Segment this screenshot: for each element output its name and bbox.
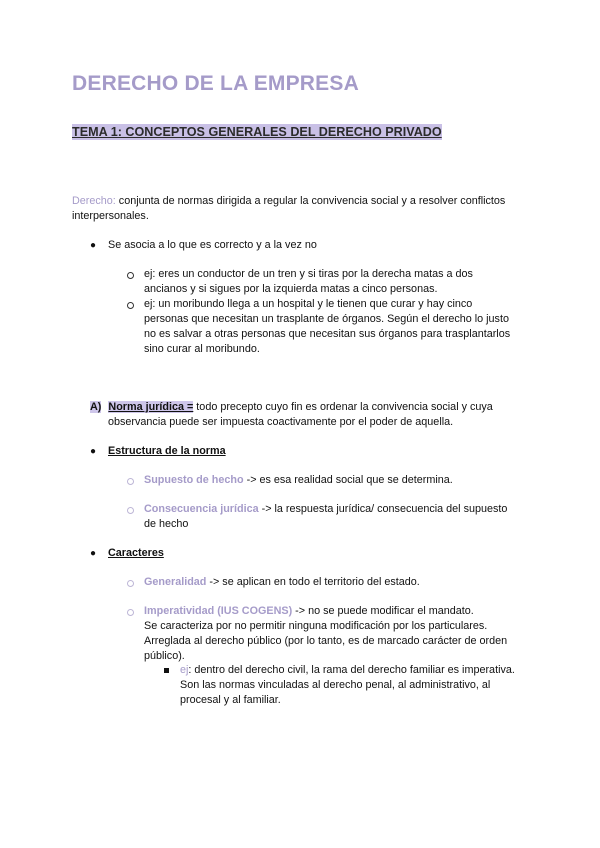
imperatividad-example-line2: Son las normas vinculadas al derecho penal, al administrativo, al (180, 679, 491, 691)
caracteres-heading: Caracteres (108, 547, 164, 559)
circle-bullet-icon (127, 272, 134, 279)
example-2-line1: ej: un moribundo llega a un hospital y le tienen que curar y hay cinco (144, 298, 473, 310)
generalidad (144, 575, 420, 590)
circle-bullet-icon (127, 478, 134, 485)
estructura-heading: Estructura de la norma (108, 445, 226, 457)
imperatividad-example-line3: procesal y al familiar. (180, 694, 281, 706)
list-item-asocia: Se asocia a lo que es correcto y a la vez no (108, 239, 317, 251)
generalidad-term: Generalidad (144, 576, 207, 588)
consecuencia-term: Consecuencia jurídica (144, 503, 259, 515)
consecuencia-def-line2: de hecho (144, 518, 189, 530)
topic-heading: TEMA 1: CONCEPTOS GENERALES DEL DERECHO PRIVADO (72, 125, 442, 139)
circle-bullet-icon (127, 507, 134, 514)
consecuencia-juridica (144, 502, 507, 517)
bullet-dot: ● (90, 548, 97, 559)
imperatividad-term: Imperatividad (IUS COGENS) (144, 605, 293, 617)
square-bullet-icon (164, 668, 169, 673)
supuesto-de-hecho (144, 473, 453, 488)
imperatividad-def: -> no se puede modificar el mandato. (292, 605, 474, 617)
generalidad-def: -> se aplican en todo el territorio del estado. (206, 576, 420, 588)
section-marker: A) (90, 401, 102, 413)
circle-bullet-icon (127, 609, 134, 616)
imperatividad-line2: Se caracteriza por no permitir ninguna modificación por los particulares. (144, 620, 488, 632)
example-term: ej (180, 664, 189, 676)
derecho-definition-line2: interpersonales. (72, 210, 149, 222)
example-2-line2: personas que necesitan un trasplante de órganos. Según el derecho lo justo (144, 313, 509, 325)
norma-juridica-definition (90, 400, 493, 415)
bullet-dot: ● (90, 446, 97, 457)
norma-juridica-line1: todo precepto cuyo fin es ordenar la convivencia social y cuya (193, 401, 493, 413)
derecho-term: Derecho: (72, 195, 116, 207)
imperatividad-line3: Arreglada al derecho público (por lo tanto, es de marcado carácter de orden (144, 635, 508, 647)
example-1-line2: ancianos y si sigues por la izquierda matas a cinco personas. (144, 283, 438, 295)
circle-bullet-icon (127, 302, 134, 309)
example-text: : dentro del derecho civil, la rama del derecho familiar es imperativa. (188, 664, 515, 676)
norma-juridica-term: Norma jurídica = (108, 401, 194, 413)
imperatividad-line4: público). (144, 650, 185, 662)
example-2-line3: no es salvar a otras personas que necesitan sus órganos para trasplantarlos (144, 328, 511, 340)
consecuencia-def-line1: -> la respuesta jurídica/ consecuencia del supuesto (258, 503, 508, 515)
derecho-definition (72, 194, 505, 209)
circle-bullet-icon (127, 580, 134, 587)
document-title: DERECHO DE LA EMPRESA (72, 72, 359, 95)
example-1-line1: ej: eres un conductor de un tren y si tiras por la derecha matas a dos (144, 268, 473, 280)
imperatividad-example-line1 (180, 663, 515, 678)
example-2-line4: sino curar al moribundo. (144, 343, 260, 355)
supuesto-term: Supuesto de hecho (144, 474, 244, 486)
supuesto-def: -> es esa realidad social que se determina. (243, 474, 453, 486)
norma-juridica-line2: observancia puede ser impuesta coactivamente por el poder de aquella. (108, 416, 454, 428)
bullet-dot: ● (90, 240, 97, 251)
derecho-definition-line1: conjunta de normas dirigida a regular la convivencia social y a resolver conflictos (115, 195, 506, 207)
imperatividad (144, 604, 474, 619)
